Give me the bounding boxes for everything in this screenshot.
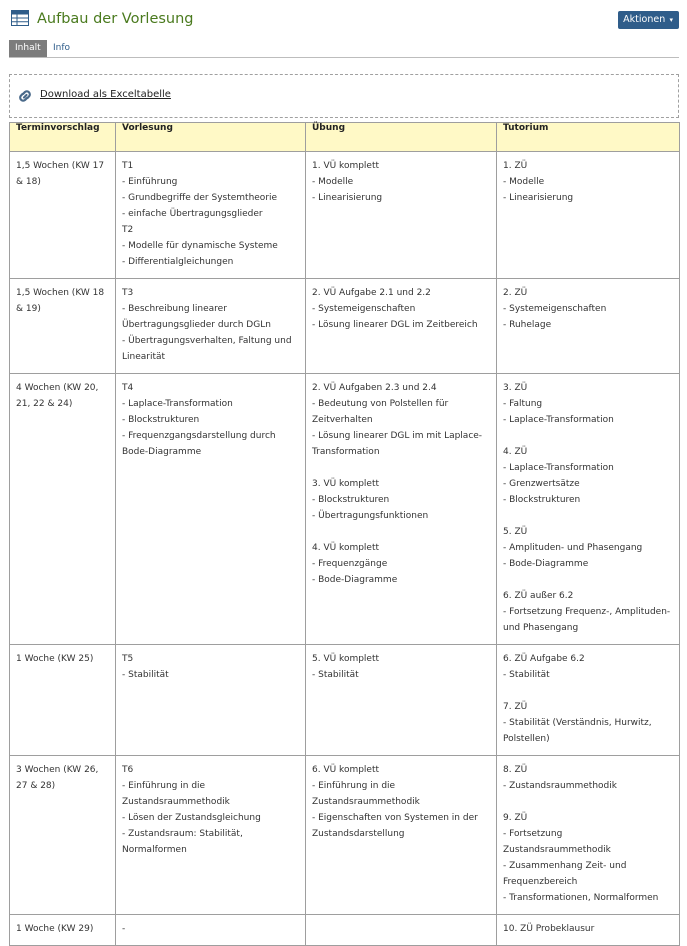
cell-line (312, 460, 490, 476)
cell-line (503, 508, 673, 524)
tab-bar (9, 40, 679, 58)
cell-line: - Einführung in die Zustandsraummethodik (312, 781, 420, 807)
cell-line (503, 428, 673, 444)
cell-line: 6. ZÜ außer 6.2 (503, 591, 574, 601)
cell-line: - Übertragungsfunktionen (312, 511, 429, 521)
column-header-vorlesung: Vorlesung (116, 123, 306, 152)
cell-uebung (306, 645, 497, 756)
cell-line: - Übertragungsverhalten, Faltung und Linearität (122, 336, 295, 362)
termin-text: 1,5 Wochen (KW 18 & 19) (16, 288, 107, 314)
cell-line: - Laplace-Transformation (503, 463, 614, 473)
cell-line: - Bode-Diagramme (503, 559, 589, 569)
cell-line: 9. ZÜ (503, 813, 528, 823)
cell-line: - Systemeigenschaften (503, 304, 607, 314)
cell-termin (10, 756, 116, 915)
cell-line (503, 572, 673, 588)
cell-line: - Blockstrukturen (122, 415, 200, 425)
termin-text: 1 Woche (KW 25) (16, 654, 94, 664)
cell-line: - Grundbegriffe der Systemtheorie (122, 193, 278, 203)
table-row (10, 756, 680, 915)
cell-vorlesung (116, 374, 306, 645)
cell-line: 2. VÜ Aufgabe 2.1 und 2.2 (312, 288, 431, 298)
cell-line: 7. ZÜ (503, 702, 528, 712)
cell-tutorium (497, 645, 680, 756)
cell-line: 5. ZÜ (503, 527, 528, 537)
cell-termin (10, 279, 116, 374)
cell-line (503, 794, 673, 810)
cell-line: - Eigenschaften von Systemen in der Zustandsdarstellung (312, 813, 481, 839)
cell-line: T4 (122, 383, 134, 393)
cell-tutorium (497, 756, 680, 915)
cell-line: - Lösung linearer DGL im mit Laplace-Transformation (312, 431, 483, 457)
cell-line: - Modelle für dynamische Systeme (122, 241, 278, 251)
cell-line: 2. ZÜ (503, 288, 528, 298)
cell-line: - (122, 924, 126, 934)
cell-line: - Lösung linearer DGL im Zeitbereich (312, 320, 478, 330)
actions-button[interactable] (618, 11, 679, 29)
cell-tutorium (497, 915, 680, 946)
actions-label: Aktionen (623, 14, 666, 25)
schedule-table (9, 122, 680, 946)
cell-line: - Blockstrukturen (312, 495, 390, 505)
cell-uebung (306, 279, 497, 374)
cell-uebung (306, 374, 497, 645)
cell-line: - Einführung (122, 177, 178, 187)
cell-line: - Modelle (312, 177, 354, 187)
cell-line: T1 (122, 161, 134, 171)
cell-line: 2. VÜ Aufgaben 2.3 und 2.4 (312, 383, 437, 393)
cell-vorlesung (116, 152, 306, 279)
cell-line: T5 (122, 654, 134, 664)
table-icon (11, 10, 29, 26)
table-body (10, 152, 680, 946)
table-header-row (10, 123, 680, 152)
column-header-tutorium: Tutorium (497, 123, 680, 152)
cell-line: - Linearisierung (312, 193, 383, 203)
cell-line (312, 524, 490, 540)
cell-termin (10, 645, 116, 756)
cell-line: - Transformationen, Normalformen (503, 893, 659, 903)
cell-line: - Einführung in die Zustandsraummethodik (122, 781, 230, 807)
cell-vorlesung (116, 279, 306, 374)
cell-line: - Fortsetzung Frequenz-, Amplituden- und Phasengang (503, 607, 674, 633)
cell-line: - Laplace-Transformation (122, 399, 233, 409)
cell-line: - Stabilität (312, 670, 359, 680)
cell-line: - Beschreibung linearer Übertragungsglieder durch DGLn (122, 304, 271, 330)
cell-line: 10. ZÜ Probeklausur (503, 924, 595, 934)
cell-line: 5. VÜ komplett (312, 654, 380, 664)
cell-line: 4. VÜ komplett (312, 543, 380, 553)
table-row (10, 279, 680, 374)
cell-line: - Stabilität (Verständnis, Hurwitz, Polstellen) (503, 718, 655, 744)
termin-text: 1 Woche (KW 29) (16, 924, 94, 934)
termin-text: 4 Wochen (KW 20, 21, 22 & 24) (16, 383, 102, 409)
cell-line: - Frequenzgänge (312, 559, 388, 569)
cell-line: - Ruhelage (503, 320, 552, 330)
cell-line: 3. ZÜ (503, 383, 528, 393)
cell-uebung (306, 756, 497, 915)
cell-termin (10, 152, 116, 279)
cell-line: - Stabilität (122, 670, 169, 680)
cell-line: - einfache Übertragungsglieder (122, 209, 263, 219)
cell-vorlesung (116, 756, 306, 915)
cell-line: 6. VÜ komplett (312, 765, 380, 775)
cell-line: - Stabilität (503, 670, 550, 680)
cell-line: - Differentialgleichungen (122, 257, 234, 267)
cell-line: T3 (122, 288, 134, 298)
cell-line: - Fortsetzung Zustandsraummethodik (503, 829, 611, 855)
cell-line: - Bode-Diagramme (312, 575, 398, 585)
tab-info[interactable]: Info (53, 43, 71, 53)
cell-line: - Lösen der Zustandsgleichung (122, 813, 261, 823)
cell-line: - Linearisierung (503, 193, 574, 203)
termin-text: 3 Wochen (KW 26, 27 & 28) (16, 765, 102, 791)
page-title: Aufbau der Vorlesung (37, 11, 194, 27)
table-row (10, 915, 680, 946)
cell-uebung (306, 915, 497, 946)
cell-line: 1. ZÜ (503, 161, 528, 171)
cell-line: - Zustandsraum: Stabilität, Normalformen (122, 829, 246, 855)
cell-termin (10, 915, 116, 946)
tab-inhalt[interactable]: Inhalt (9, 40, 47, 57)
table-row (10, 645, 680, 756)
cell-line: - Zusammenhang Zeit- und Frequenzbereich (503, 861, 630, 887)
cell-line: - Zustandsraummethodik (503, 781, 617, 791)
cell-termin (10, 374, 116, 645)
termin-text: 1,5 Wochen (KW 17 & 18) (16, 161, 107, 187)
cell-tutorium (497, 152, 680, 279)
download-box (9, 74, 679, 118)
cell-line: 4. ZÜ (503, 447, 528, 457)
cell-line: - Laplace-Transformation (503, 415, 614, 425)
cell-line (503, 683, 673, 699)
cell-line: - Bedeutung von Polstellen für Zeitverhalten (312, 399, 452, 425)
cell-line: 6. ZÜ Aufgabe 6.2 (503, 654, 585, 664)
cell-vorlesung (116, 915, 306, 946)
cell-line: T6 (122, 765, 134, 775)
column-header-termin: Terminvorschlag (10, 123, 116, 152)
column-header-uebung: Übung (306, 123, 497, 152)
page-header (9, 7, 679, 35)
table-row (10, 152, 680, 279)
cell-line: - Systemeigenschaften (312, 304, 416, 314)
table-row (10, 374, 680, 645)
cell-line: 3. VÜ komplett (312, 479, 380, 489)
cell-vorlesung (116, 645, 306, 756)
cell-tutorium (497, 279, 680, 374)
cell-line: - Modelle (503, 177, 545, 187)
cell-line: 1. VÜ komplett (312, 161, 380, 171)
cell-tutorium (497, 374, 680, 645)
cell-line: T2 (122, 225, 134, 235)
cell-line: - Grenzwertsätze (503, 479, 580, 489)
cell-line: - Amplituden- und Phasengang (503, 543, 643, 553)
link-icon (16, 87, 34, 105)
cell-uebung (306, 152, 497, 279)
cell-line: - Frequenzgangsdarstellung durch Bode-Diagramme (122, 431, 279, 457)
cell-line: - Faltung (503, 399, 543, 409)
download-excel-link[interactable]: Download als Exceltabelle (40, 89, 171, 100)
cell-line: - Blockstrukturen (503, 495, 581, 505)
cell-line: 8. ZÜ (503, 765, 528, 775)
caret-down-icon: ▾ (667, 16, 673, 24)
